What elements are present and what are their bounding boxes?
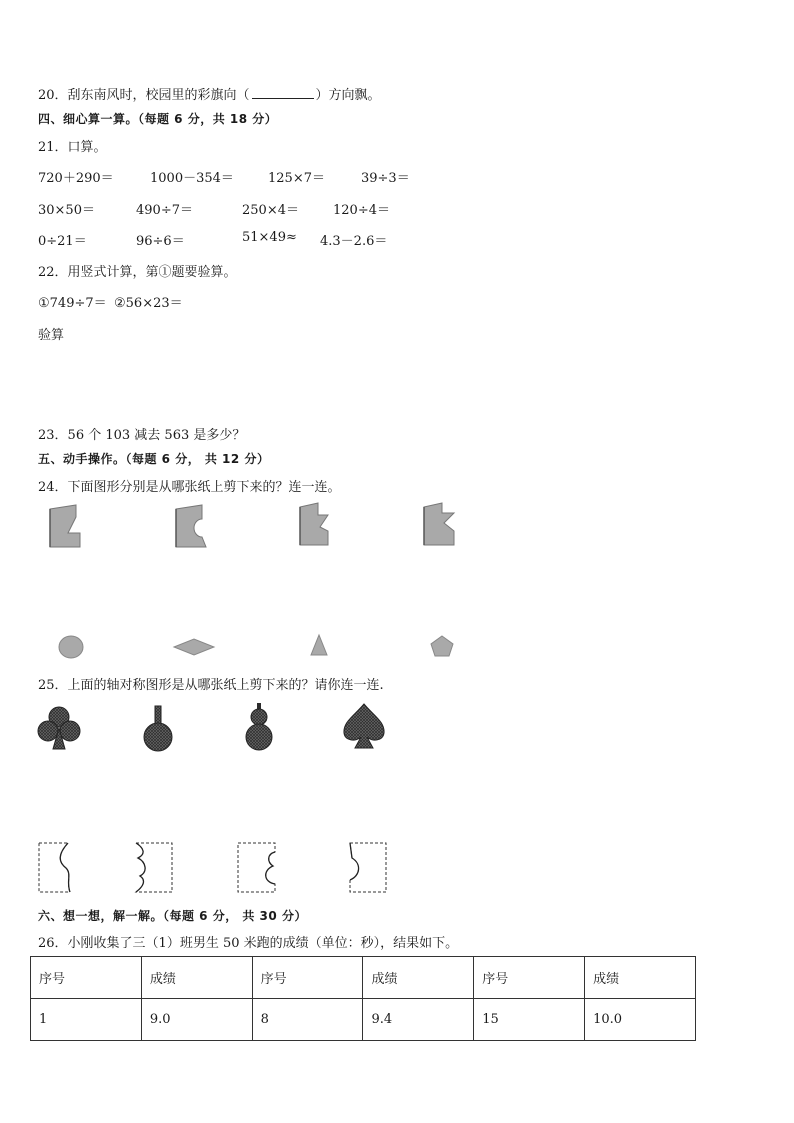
section-6-heading: 六、想一想，解一解。（每题 6 分， 共 30 分） [38,909,307,923]
folded-paper-gourd-cut-icon[interactable] [235,840,281,896]
key-shape-icon[interactable] [140,704,176,752]
header-cell: 成绩 [585,957,696,999]
calc-item: 1000－354＝ [150,171,234,186]
header-cell: 成绩 [363,957,474,999]
calc-item: 96÷6＝ [136,234,185,249]
folded-paper-z-cut-icon[interactable] [46,503,86,549]
rhombus-icon[interactable] [172,636,216,658]
table-cell: 9.4 [363,999,474,1041]
calc-item: 39÷3＝ [361,171,410,186]
calc-item: 250×4＝ [242,203,299,218]
table-header-row [31,957,696,999]
header-cell: 序号 [474,957,585,999]
table-row [31,999,696,1041]
pentagon-icon[interactable] [428,633,456,659]
folded-paper-double-bump-cut-icon[interactable] [130,840,176,896]
section-4-heading: 四、细心算一算。（每题 6 分，共 18 分） [38,112,278,126]
scores-table [30,956,696,1041]
question-23: 23．56 个 103 减去 563 是多少？ [38,428,246,443]
q22-item-1: ①749÷7＝ [38,296,107,311]
q20-text-after: ）方向飘。 [315,88,381,103]
check-label: 验算 [38,328,65,343]
header-cell: 序号 [252,957,363,999]
answer-blank[interactable] [252,88,314,99]
triangle-icon[interactable] [308,632,330,658]
calc-item: 120÷4＝ [333,203,390,218]
calc-item: 490÷7＝ [136,203,193,218]
folded-paper-wave-cut-icon[interactable] [36,840,82,896]
question-26: 26．小刚收集了三（1）班男生 50 米跑的成绩（单位：秒），结果如下。 [38,936,459,951]
table-cell: 10.0 [585,999,696,1041]
table-cell: 15 [474,999,585,1041]
calc-item: 4.3－2.6＝ [320,234,388,249]
calc-item: 30×50＝ [38,203,95,218]
header-cell: 序号 [31,957,142,999]
calc-item: 125×7＝ [268,171,325,186]
folded-paper-triangle-cut-icon[interactable] [420,501,460,547]
table-cell: 8 [252,999,363,1041]
folded-paper-semicircle-cut-icon[interactable] [172,503,212,549]
section-5-heading: 五、动手操作。（每题 6 分， 共 12 分） [38,452,270,466]
header-cell: 成绩 [141,957,252,999]
circle-icon[interactable] [56,633,86,661]
q22-item-2: ②56×23＝ [114,296,183,311]
question-22: 22．用竖式计算，第①题要验算。 [38,265,237,280]
q20-text-before: 20．刮东南风时，校园里的彩旗向（ [38,88,250,103]
folded-paper-notch-cut-icon[interactable] [296,501,336,547]
table-cell: 9.0 [141,999,252,1041]
folded-paper-arc-cut-icon[interactable] [344,840,390,896]
question-24: 24．下面图形分别是从哪张纸上剪下来的？连一连。 [38,480,341,495]
club-icon[interactable] [36,704,82,750]
calc-item: 0÷21＝ [38,234,87,249]
calc-item: 51×49≈ [242,230,297,245]
question-20 [38,84,381,103]
gourd-icon[interactable] [242,702,276,752]
question-21: 21．口算。 [38,140,107,155]
table-cell: 1 [31,999,142,1041]
calc-item: 720＋290＝ [38,171,114,186]
question-25: 25．上面的轴对称图形是从哪张纸上剪下来的？请你连一连. [38,678,384,693]
spade-icon[interactable] [340,702,388,750]
